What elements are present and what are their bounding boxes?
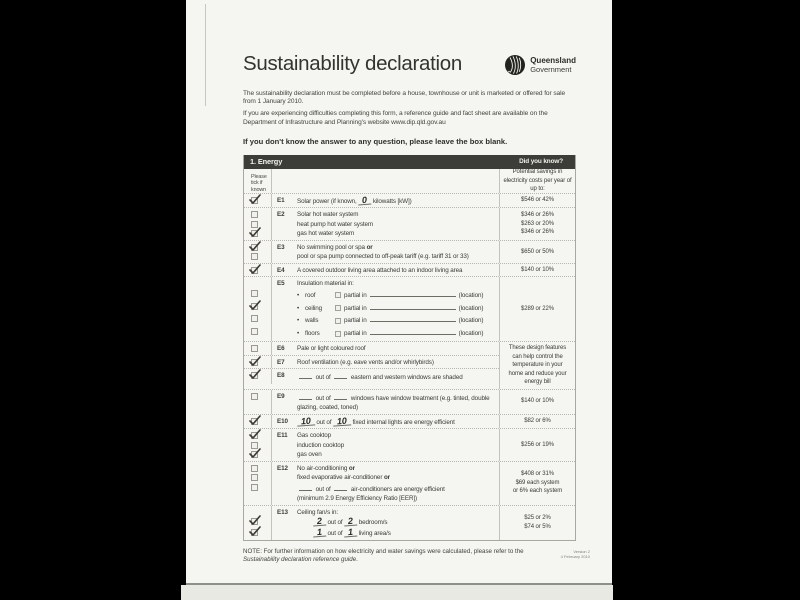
tick-mark-icon bbox=[248, 515, 261, 526]
checkbox-E13-1[interactable] bbox=[251, 518, 258, 525]
checkbox-E2-1[interactable] bbox=[251, 211, 258, 218]
section-header-bar bbox=[244, 155, 575, 169]
table-row-E9 bbox=[244, 389, 575, 414]
partial-checkbox-ceiling[interactable] bbox=[335, 305, 341, 311]
checkbox-E5-roof[interactable] bbox=[251, 290, 258, 297]
savings-value: $74 or 5% bbox=[524, 523, 551, 530]
row-line: out of eastern and western windows are shaded bbox=[297, 371, 495, 383]
energy-table bbox=[243, 155, 576, 541]
row-line: heat pump hot water system bbox=[297, 220, 373, 228]
table-row-E5: E5 Insulation material in: • roof partial in (location) • ceiling partial in (location) • walls partial in (location) • floors partial in (location) $289 or 22% bbox=[244, 276, 575, 341]
handwritten-value: 10 bbox=[297, 416, 315, 426]
checkbox-E12-1[interactable] bbox=[251, 465, 258, 472]
blank-field[interactable] bbox=[334, 483, 347, 491]
ceiling-fan-item: 1 out of 1 living area/s bbox=[297, 528, 495, 539]
bullet: • bbox=[297, 317, 300, 325]
savings-value: $346 or 26% bbox=[521, 212, 554, 219]
insulation-location-label: walls bbox=[305, 317, 319, 325]
handwritten-value: 2 bbox=[313, 517, 326, 527]
document-page bbox=[186, 0, 612, 585]
tick-mark-icon bbox=[248, 227, 261, 238]
checkbox-E5-walls[interactable] bbox=[251, 315, 258, 322]
checkbox-E5-ceiling[interactable] bbox=[251, 303, 258, 310]
partial-checkbox-walls[interactable] bbox=[335, 318, 341, 324]
checkbox-E7-1[interactable] bbox=[251, 359, 258, 366]
table-row-E8 bbox=[244, 368, 499, 384]
checkbox-E4-1[interactable] bbox=[251, 267, 258, 274]
row-line: Roof ventilation (e.g. eave vents and/or whirlybirds) bbox=[297, 358, 434, 366]
row-id: E12 bbox=[277, 464, 288, 472]
intro-paragraph-2: If you are experiencing difficulties completing this form, a reference guide and fact sheet are available on the Department of Infrastructure and Planning's website www.dip.qld.gov.au bbox=[243, 110, 548, 126]
queensland-roundel-icon bbox=[504, 54, 526, 76]
tick-mark-icon bbox=[248, 448, 261, 459]
version-stamp: Version 2 4 February 2010 bbox=[560, 549, 590, 559]
table-row-E1 bbox=[244, 193, 575, 208]
instruction-text: If you don't know the answer to any question, please leave the box blank. bbox=[243, 136, 508, 146]
row-id: E1 bbox=[277, 196, 285, 204]
row-line: gas hot water system bbox=[297, 230, 355, 238]
checkbox-E5-floors[interactable] bbox=[251, 328, 258, 335]
savings-value: $256 or 19% bbox=[521, 441, 554, 448]
row-line: out of windows have window treatment (e.g. tinted, double glazing, coated, toned) bbox=[297, 392, 495, 413]
section-title: 1. Energy bbox=[250, 157, 283, 167]
savings-value: $140 or 10% bbox=[521, 398, 554, 405]
handwritten-value: 1 bbox=[344, 528, 357, 538]
partial-checkbox-floors[interactable] bbox=[335, 331, 341, 337]
insulation-location-label: ceiling bbox=[305, 304, 323, 312]
savings-value: $289 or 22% bbox=[521, 305, 554, 312]
savings-value: $650 or 50% bbox=[521, 248, 554, 255]
row-line: fixed evaporative air-conditioner or bbox=[297, 474, 390, 481]
checkbox-E6-1[interactable] bbox=[251, 345, 258, 352]
logo-text-queensland: Queensland bbox=[530, 55, 576, 65]
tick-mark-icon bbox=[248, 356, 261, 367]
checkbox-E9-1[interactable] bbox=[251, 393, 258, 400]
handwritten-value: 0 bbox=[358, 195, 371, 205]
logo-text-government: Government bbox=[530, 64, 572, 74]
row-line: A covered outdoor living area attached to an indoor living area bbox=[297, 266, 463, 274]
queensland-government-logo bbox=[504, 54, 576, 76]
location-blank-field[interactable] bbox=[370, 302, 456, 310]
tick-mark-icon bbox=[248, 429, 261, 440]
row-id: E2 bbox=[277, 211, 285, 219]
tick-column-header: Please tick if known bbox=[251, 173, 267, 193]
row-line: Gas cooktop bbox=[297, 432, 332, 439]
table-row-group-E6-E8 bbox=[244, 341, 575, 389]
blank-field[interactable] bbox=[299, 392, 312, 400]
row-id: E9 bbox=[277, 392, 285, 400]
blank-field[interactable] bbox=[299, 371, 312, 379]
row-id: E8 bbox=[277, 372, 285, 379]
table-row-E6 bbox=[244, 342, 499, 355]
table-row-E3 bbox=[244, 240, 575, 263]
checkbox-E8-1[interactable] bbox=[251, 372, 258, 379]
ceiling-fan-item: 2 out of 2 bedroom/s bbox=[297, 517, 495, 528]
table-row-E13: E13 Ceiling fan/s in: 2 out of 2 bedroom/s 1 out of 1 living area/s $25 or 2% $74 or 5% bbox=[244, 505, 575, 541]
insulation-item: • floors partial in (location) bbox=[297, 327, 495, 340]
tick-mark-icon bbox=[248, 415, 261, 426]
checkbox-E2-3[interactable] bbox=[251, 230, 258, 237]
scanner-bed-strip bbox=[181, 585, 613, 600]
tick-mark-icon bbox=[248, 369, 261, 380]
checkbox-E3-2[interactable] bbox=[251, 253, 258, 260]
table-row-E2 bbox=[244, 207, 575, 240]
checkbox-E10-1[interactable] bbox=[251, 418, 258, 425]
checkbox-E1-1[interactable] bbox=[251, 197, 258, 204]
insulation-location-label: floors bbox=[305, 330, 320, 338]
row-line: 10 out of 10 fixed internal lights are energy efficient bbox=[297, 417, 495, 428]
row-id: E6 bbox=[277, 345, 285, 352]
savings-value: $69 each system bbox=[515, 479, 560, 486]
blank-field[interactable] bbox=[334, 392, 347, 400]
table-header-row bbox=[244, 169, 575, 193]
checkbox-E11-3[interactable] bbox=[251, 451, 258, 458]
savings-value: $408 or 31% bbox=[521, 471, 554, 478]
row-id: E10 bbox=[277, 417, 288, 425]
bullet: • bbox=[297, 304, 300, 312]
checkbox-E12-2[interactable] bbox=[251, 474, 258, 481]
blank-field[interactable] bbox=[299, 483, 312, 491]
footer-note: NOTE: For further information on how electricity and water savings were calculated, please refer to the Sustainability declaration reference guide. bbox=[243, 548, 524, 563]
intro-paragraph-1: The sustainability declaration must be completed before a house, townhouse or unit is marketed or offered for sale from 1 January 2010. bbox=[243, 90, 566, 106]
row-line: Solar power (if known, 0 kilowatts [kW]) bbox=[297, 194, 412, 205]
savings-value: $546 or 42% bbox=[521, 197, 554, 204]
bullet: • bbox=[297, 291, 300, 299]
insulation-item: • ceiling partial in (location) bbox=[297, 302, 495, 315]
table-row-E12 bbox=[244, 461, 575, 505]
bullet: • bbox=[297, 330, 300, 338]
row-line: induction cooktop bbox=[297, 441, 344, 449]
tick-mark-icon bbox=[248, 194, 261, 205]
table-body bbox=[244, 193, 575, 540]
row-id: E11 bbox=[277, 432, 288, 439]
partial-checkbox-roof[interactable] bbox=[335, 292, 341, 298]
row-line: Solar hot water system bbox=[297, 211, 359, 219]
savings-value: $25 or 2% bbox=[524, 515, 551, 522]
row-line: No air-conditioning or bbox=[297, 464, 355, 472]
location-blank-field[interactable] bbox=[370, 327, 456, 335]
row-line: Pale or light coloured roof bbox=[297, 345, 366, 352]
table-row-E7 bbox=[244, 355, 499, 369]
row-line: No swimming pool or spa or bbox=[297, 243, 373, 251]
scan-fold-artifact bbox=[205, 4, 206, 106]
location-blank-field[interactable] bbox=[370, 314, 456, 322]
handwritten-value: 1 bbox=[313, 528, 326, 538]
tick-mark-icon bbox=[248, 526, 261, 537]
table-row-E4 bbox=[244, 263, 575, 277]
savings-value: $346 or 26% bbox=[521, 229, 554, 236]
row-line: (minimum 2.9 Energy Efficiency Ratio [EER]) bbox=[297, 495, 418, 502]
handwritten-value: 10 bbox=[333, 416, 351, 426]
savings-value: $140 or 10% bbox=[521, 266, 554, 273]
insulation-item: • walls partial in (location) bbox=[297, 314, 495, 327]
row-line: gas oven bbox=[297, 451, 322, 458]
checkbox-E11-1[interactable] bbox=[251, 432, 258, 439]
insulation-item: • roof partial in (location) bbox=[297, 289, 495, 302]
table-row-E10 bbox=[244, 414, 575, 429]
did-you-know-label: Did you know? bbox=[519, 158, 563, 166]
location-blank-field[interactable] bbox=[370, 289, 456, 297]
row-id: E3 bbox=[277, 243, 285, 251]
insulation-location-label: roof bbox=[305, 291, 316, 299]
savings-column-header: Potential savings in electricity costs per year of up to: bbox=[499, 169, 575, 193]
row-id: E4 bbox=[277, 266, 285, 274]
row-line: pool or spa pump connected to off-peak tariff (e.g. tariff 31 or 33) bbox=[297, 253, 469, 261]
savings-note: These design features can help control the temperature in your home and reduce your energy bill bbox=[499, 342, 575, 389]
savings-value: $263 or 20% bbox=[521, 220, 554, 227]
handwritten-value: 2 bbox=[344, 517, 357, 527]
tick-mark-icon bbox=[248, 300, 261, 311]
checkbox-E3-1[interactable] bbox=[251, 244, 258, 251]
row-line: out of air-conditioners are energy efficient bbox=[297, 483, 495, 495]
page-title: Sustainability declaration bbox=[243, 52, 462, 75]
checkbox-E13-2[interactable] bbox=[251, 529, 258, 536]
checkbox-E12-3[interactable] bbox=[251, 484, 258, 491]
tick-mark-icon bbox=[248, 241, 261, 252]
savings-value: $82 or 6% bbox=[524, 418, 551, 424]
tick-mark-icon bbox=[248, 264, 261, 275]
table-row-E11 bbox=[244, 428, 575, 461]
row-id: E13 bbox=[277, 508, 288, 516]
reference-guide-title: Sustainability declaration reference guide bbox=[243, 556, 357, 563]
blank-field[interactable] bbox=[334, 371, 347, 379]
savings-value: or 6% each system bbox=[512, 488, 563, 495]
row-id: E7 bbox=[277, 358, 285, 366]
row-id: E5 bbox=[277, 280, 285, 288]
